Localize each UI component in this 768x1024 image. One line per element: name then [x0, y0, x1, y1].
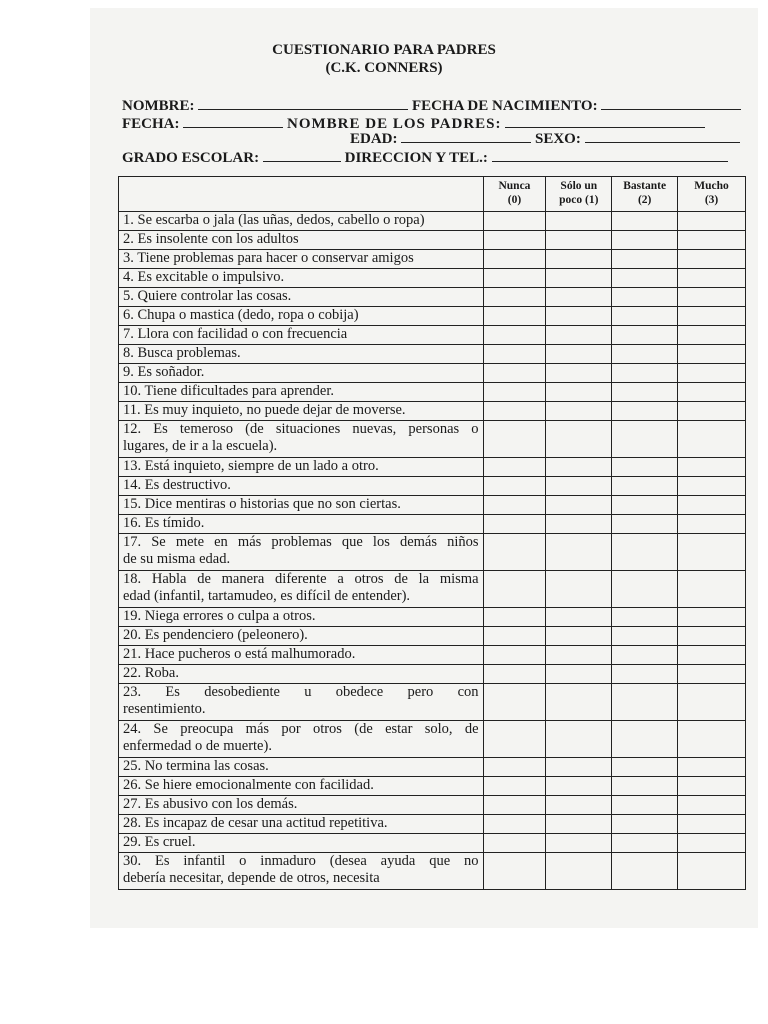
answer-cell-solo-un-poco[interactable]: [546, 608, 612, 627]
column-label: Mucho: [694, 180, 729, 192]
answer-cell-bastante[interactable]: [612, 307, 678, 326]
table-row: [119, 212, 746, 231]
question-cell: [119, 212, 484, 231]
direccion-tel-field[interactable]: [492, 147, 728, 162]
fecha-nacimiento-label: FECHA DE NACIMIENTO:: [412, 98, 598, 114]
column-label: Nunca: [498, 180, 531, 192]
table-row: [119, 288, 746, 307]
table-row: [119, 307, 746, 326]
table-row: [119, 853, 746, 890]
question-cell: [119, 646, 484, 665]
fecha-nacimiento-field[interactable]: [601, 95, 741, 110]
question-text: 16. Es tímido.: [123, 515, 205, 531]
question-cell: [119, 269, 484, 288]
column-score: poco (1): [559, 194, 599, 206]
answer-cell-solo-un-poco[interactable]: [546, 515, 612, 534]
answer-cell-solo-un-poco[interactable]: [546, 212, 612, 231]
table-row: [119, 250, 746, 269]
answer-cell-nunca[interactable]: [483, 534, 546, 571]
answer-cell-solo-un-poco[interactable]: [546, 853, 612, 890]
table-row: [119, 231, 746, 250]
answer-cell-nunca[interactable]: [483, 627, 546, 646]
answer-cell-bastante[interactable]: [612, 758, 678, 777]
question-cell: [119, 796, 484, 815]
answer-cell-bastante[interactable]: [612, 665, 678, 684]
answer-cell-bastante[interactable]: [612, 250, 678, 269]
question-cell: [119, 834, 484, 853]
answer-cell-nunca[interactable]: [483, 269, 546, 288]
answer-cell-nunca[interactable]: [483, 477, 546, 496]
answer-cell-mucho[interactable]: [678, 646, 746, 665]
question-cell: [119, 402, 484, 421]
question-text: 19. Niega errores o culpa a otros.: [123, 608, 316, 624]
answer-cell-solo-un-poco[interactable]: [546, 534, 612, 571]
edad-label: EDAD:: [350, 131, 398, 147]
answer-cell-bastante[interactable]: [612, 515, 678, 534]
answer-cell-mucho[interactable]: [678, 853, 746, 890]
answer-cell-solo-un-poco[interactable]: [546, 269, 612, 288]
answer-cell-bastante[interactable]: [612, 853, 678, 890]
table-row: [119, 684, 746, 721]
answer-cell-bastante[interactable]: [612, 477, 678, 496]
question-cell: [119, 477, 484, 496]
question-cell: [119, 326, 484, 345]
fecha-field[interactable]: [183, 113, 283, 128]
question-text: 11. Es muy inquieto, no puede dejar de moverse.: [123, 402, 406, 418]
answer-cell-bastante[interactable]: [612, 345, 678, 364]
table-row: [119, 534, 746, 571]
table-row: [119, 758, 746, 777]
answer-cell-bastante[interactable]: [612, 777, 678, 796]
answer-cell-bastante[interactable]: [612, 364, 678, 383]
answer-cell-mucho[interactable]: [678, 288, 746, 307]
answer-cell-mucho[interactable]: [678, 250, 746, 269]
question-cell: [119, 853, 484, 890]
answer-cell-mucho[interactable]: [678, 307, 746, 326]
answer-cell-bastante[interactable]: [612, 421, 678, 458]
answer-cell-nunca[interactable]: [483, 307, 546, 326]
question-text: 5. Quiere controlar las cosas.: [123, 288, 292, 304]
table-row: [119, 402, 746, 421]
question-text: 26. Se hiere emocionalmente con facilidad.: [123, 777, 374, 793]
answer-cell-bastante[interactable]: [612, 458, 678, 477]
column-header-nunca: [483, 177, 546, 212]
question-text: 14. Es destructivo.: [123, 477, 231, 493]
question-cell: [119, 684, 484, 721]
answer-cell-mucho[interactable]: [678, 477, 746, 496]
question-text: 4. Es excitable o impulsivo.: [123, 269, 285, 285]
question-text: 12. Es temeroso (de situaciones nuevas, personas o: [123, 421, 479, 437]
question-cell: [119, 534, 484, 571]
question-text-continued: resentimiento.: [123, 701, 206, 717]
question-cell: [119, 665, 484, 684]
table-row: [119, 421, 746, 458]
answer-cell-solo-un-poco[interactable]: [546, 758, 612, 777]
answer-cell-mucho[interactable]: [678, 212, 746, 231]
question-text: 10. Tiene dificultades para aprender.: [123, 383, 334, 399]
question-text: 27. Es abusivo con los demás.: [123, 796, 298, 812]
question-text: 23. Es desobediente u obedece pero con: [123, 684, 479, 700]
direccion-tel-label: DIRECCION Y TEL.:: [344, 150, 488, 166]
question-text: 8. Busca problemas.: [123, 345, 241, 361]
answer-cell-nunca[interactable]: [483, 515, 546, 534]
answer-cell-solo-un-poco[interactable]: [546, 684, 612, 721]
question-cell: [119, 383, 484, 402]
question-cell: [119, 815, 484, 834]
answer-cell-nunca[interactable]: [483, 684, 546, 721]
question-text: 6. Chupa o mastica (dedo, ropa o cobija): [123, 307, 359, 323]
table-row: [119, 345, 746, 364]
answer-cell-nunca[interactable]: [483, 646, 546, 665]
question-text: 1. Se escarba o jala (las uñas, dedos, cabello o ropa): [123, 212, 425, 228]
question-text: 22. Roba.: [123, 665, 179, 681]
question-text-continued: debería necesitar, depende de otros, necesita: [123, 870, 380, 886]
question-text: 15. Dice mentiras o historias que no son ciertas.: [123, 496, 401, 512]
question-text: 17. Se mete en más problemas que los demás niños: [123, 534, 479, 550]
table-row: [119, 364, 746, 383]
answer-cell-solo-un-poco[interactable]: [546, 646, 612, 665]
answer-cell-nunca[interactable]: [483, 571, 546, 608]
answer-cell-nunca[interactable]: [483, 853, 546, 890]
answer-cell-bastante[interactable]: [612, 627, 678, 646]
answer-cell-bastante[interactable]: [612, 834, 678, 853]
answer-cell-bastante[interactable]: [612, 326, 678, 345]
answer-cell-nunca[interactable]: [483, 665, 546, 684]
header-row-1: [122, 95, 741, 115]
answer-cell-solo-un-poco[interactable]: [546, 364, 612, 383]
answer-cell-solo-un-poco[interactable]: [546, 458, 612, 477]
question-cell: [119, 721, 484, 758]
grado-escolar-field[interactable]: [263, 147, 341, 162]
question-text: 30. Es infantil o inmaduro (desea ayuda que no: [123, 853, 479, 869]
column-header-bastante: [612, 177, 678, 212]
answer-cell-mucho[interactable]: [678, 345, 746, 364]
answer-cell-bastante[interactable]: [612, 721, 678, 758]
answer-cell-solo-un-poco[interactable]: [546, 777, 612, 796]
column-score: (3): [704, 194, 719, 206]
answer-cell-mucho[interactable]: [678, 269, 746, 288]
sexo-field[interactable]: [585, 128, 740, 143]
question-cell: [119, 571, 484, 608]
answer-cell-nunca[interactable]: [483, 834, 546, 853]
answer-cell-mucho[interactable]: [678, 571, 746, 608]
question-cell: [119, 231, 484, 250]
answer-cell-nunca[interactable]: [483, 721, 546, 758]
answer-cell-solo-un-poco[interactable]: [546, 231, 612, 250]
answer-cell-nunca[interactable]: [483, 458, 546, 477]
answer-cell-mucho[interactable]: [678, 627, 746, 646]
answer-cell-solo-un-poco[interactable]: [546, 571, 612, 608]
header-row-3: [350, 128, 740, 148]
answer-cell-solo-un-poco[interactable]: [546, 815, 612, 834]
header-row-4: [122, 147, 728, 167]
table-row: [119, 383, 746, 402]
fecha-label: FECHA:: [122, 116, 180, 132]
header-blank-cell: [119, 177, 484, 212]
answer-cell-mucho[interactable]: [678, 326, 746, 345]
question-text: 7. Llora con facilidad o con frecuencia: [123, 326, 348, 342]
question-text: 29. Es cruel.: [123, 834, 196, 850]
question-cell: [119, 421, 484, 458]
nombre-label: NOMBRE:: [122, 98, 195, 114]
question-cell: [119, 364, 484, 383]
column-label: Bastante: [623, 180, 667, 192]
question-text: 28. Es incapaz de cesar una actitud repetitiva.: [123, 815, 388, 831]
column-header-solo-un-poco: [546, 177, 612, 212]
answer-cell-bastante[interactable]: [612, 684, 678, 721]
table-row: [119, 608, 746, 627]
column-label: Sólo un: [560, 180, 598, 192]
question-text: 2. Es insolente con los adultos: [123, 231, 299, 247]
answer-cell-mucho[interactable]: [678, 231, 746, 250]
sexo-label: SEXO:: [535, 131, 581, 147]
answer-cell-nunca[interactable]: [483, 496, 546, 515]
answer-cell-solo-un-poco[interactable]: [546, 496, 612, 515]
answer-cell-solo-un-poco[interactable]: [546, 288, 612, 307]
table-row: [119, 796, 746, 815]
question-cell: [119, 627, 484, 646]
answer-cell-mucho[interactable]: [678, 834, 746, 853]
answer-cell-mucho[interactable]: [678, 534, 746, 571]
answer-cell-nunca[interactable]: [483, 608, 546, 627]
question-cell: [119, 758, 484, 777]
nombre-padres-label: NOMBRE DE LOS PADRES:: [287, 116, 502, 132]
grado-escolar-label: GRADO ESCOLAR:: [122, 150, 260, 166]
document-subtitle: (C.K. CONNERS): [325, 60, 443, 76]
question-text-continued: edad (infantil, tartamudeo, es difícil de entender).: [123, 588, 411, 604]
answer-cell-solo-un-poco[interactable]: [546, 345, 612, 364]
answer-cell-mucho[interactable]: [678, 402, 746, 421]
answer-cell-nunca[interactable]: [483, 250, 546, 269]
table-row: [119, 665, 746, 684]
answer-cell-mucho[interactable]: [678, 815, 746, 834]
answer-cell-solo-un-poco[interactable]: [546, 402, 612, 421]
table-row: [119, 815, 746, 834]
answer-cell-solo-un-poco[interactable]: [546, 721, 612, 758]
answer-cell-nunca[interactable]: [483, 777, 546, 796]
answer-cell-bastante[interactable]: [612, 383, 678, 402]
table-row: [119, 721, 746, 758]
questionnaire-table: [118, 176, 746, 890]
answer-cell-solo-un-poco[interactable]: [546, 383, 612, 402]
answer-cell-solo-un-poco[interactable]: [546, 326, 612, 345]
answer-cell-nunca[interactable]: [483, 288, 546, 307]
column-score: (2): [637, 194, 652, 206]
answer-cell-nunca[interactable]: [483, 326, 546, 345]
answer-cell-mucho[interactable]: [678, 515, 746, 534]
nombre-field[interactable]: [198, 95, 408, 110]
table-row: [119, 477, 746, 496]
answer-cell-mucho[interactable]: [678, 458, 746, 477]
answer-cell-mucho[interactable]: [678, 364, 746, 383]
table-row: [119, 777, 746, 796]
answer-cell-solo-un-poco[interactable]: [546, 627, 612, 646]
column-header-mucho: [678, 177, 746, 212]
answer-cell-nunca[interactable]: [483, 345, 546, 364]
answer-cell-mucho[interactable]: [678, 496, 746, 515]
answer-cell-bastante[interactable]: [612, 608, 678, 627]
question-text: 24. Se preocupa más por otros (de estar solo, de: [123, 721, 479, 737]
answer-cell-bastante[interactable]: [612, 288, 678, 307]
answer-cell-nunca[interactable]: [483, 402, 546, 421]
question-cell: [119, 496, 484, 515]
answer-cell-mucho[interactable]: [678, 608, 746, 627]
question-cell: [119, 250, 484, 269]
answer-cell-bastante[interactable]: [612, 269, 678, 288]
answer-cell-solo-un-poco[interactable]: [546, 834, 612, 853]
answer-cell-solo-un-poco[interactable]: [546, 250, 612, 269]
question-cell: [119, 515, 484, 534]
answer-cell-solo-un-poco[interactable]: [546, 796, 612, 815]
question-text: 13. Está inquieto, siempre de un lado a otro.: [123, 458, 379, 474]
document-title: CUESTIONARIO PARA PADRES: [272, 42, 496, 58]
answer-cell-nunca[interactable]: [483, 383, 546, 402]
edad-field[interactable]: [401, 128, 531, 143]
column-score: (0): [507, 194, 522, 206]
answer-cell-solo-un-poco[interactable]: [546, 477, 612, 496]
answer-cell-nunca[interactable]: [483, 212, 546, 231]
table-row: [119, 269, 746, 288]
table-row: [119, 834, 746, 853]
answer-cell-bastante[interactable]: [612, 796, 678, 815]
question-cell: [119, 288, 484, 307]
question-cell: [119, 307, 484, 326]
answer-cell-mucho[interactable]: [678, 721, 746, 758]
answer-cell-solo-un-poco[interactable]: [546, 421, 612, 458]
question-cell: [119, 458, 484, 477]
question-text: 9. Es soñador.: [123, 364, 205, 380]
answer-cell-nunca[interactable]: [483, 364, 546, 383]
answer-cell-nunca[interactable]: [483, 231, 546, 250]
question-text: 21. Hace pucheros o está malhumorado.: [123, 646, 356, 662]
answer-cell-bastante[interactable]: [612, 402, 678, 421]
question-text: 3. Tiene problemas para hacer o conservar amigos: [123, 250, 414, 266]
question-text: 18. Habla de manera diferente a otros de la misma: [123, 571, 479, 587]
question-text: 20. Es pendenciero (peleonero).: [123, 627, 308, 643]
question-text-continued: de su misma edad.: [123, 551, 231, 567]
answer-cell-bastante[interactable]: [612, 646, 678, 665]
answer-cell-bastante[interactable]: [612, 231, 678, 250]
answer-cell-bastante[interactable]: [612, 496, 678, 515]
question-cell: [119, 608, 484, 627]
nombre-padres-field[interactable]: [505, 113, 705, 128]
answer-cell-mucho[interactable]: [678, 383, 746, 402]
question-text: 25. No termina las cosas.: [123, 758, 269, 774]
table-row: [119, 571, 746, 608]
answer-cell-bastante[interactable]: [612, 534, 678, 571]
table-row: [119, 458, 746, 477]
answer-cell-mucho[interactable]: [678, 665, 746, 684]
table-row: [119, 515, 746, 534]
table-header-row: [119, 177, 746, 212]
table-row: [119, 627, 746, 646]
answer-cell-mucho[interactable]: [678, 684, 746, 721]
answer-cell-bastante[interactable]: [612, 212, 678, 231]
answer-cell-mucho[interactable]: [678, 796, 746, 815]
answer-cell-mucho[interactable]: [678, 777, 746, 796]
table-row: [119, 326, 746, 345]
table-row: [119, 496, 746, 515]
answer-cell-solo-un-poco[interactable]: [546, 665, 612, 684]
question-text-continued: enfermedad o de muerte).: [123, 738, 272, 754]
answer-cell-bastante[interactable]: [612, 571, 678, 608]
question-cell: [119, 345, 484, 364]
answer-cell-mucho[interactable]: [678, 421, 746, 458]
question-cell: [119, 777, 484, 796]
answer-cell-bastante[interactable]: [612, 815, 678, 834]
answer-cell-nunca[interactable]: [483, 758, 546, 777]
answer-cell-solo-un-poco[interactable]: [546, 307, 612, 326]
answer-cell-nunca[interactable]: [483, 796, 546, 815]
question-text-continued: lugares, de ir a la escuela).: [123, 438, 278, 454]
answer-cell-nunca[interactable]: [483, 815, 546, 834]
answer-cell-mucho[interactable]: [678, 758, 746, 777]
answer-cell-nunca[interactable]: [483, 421, 546, 458]
table-row: [119, 646, 746, 665]
